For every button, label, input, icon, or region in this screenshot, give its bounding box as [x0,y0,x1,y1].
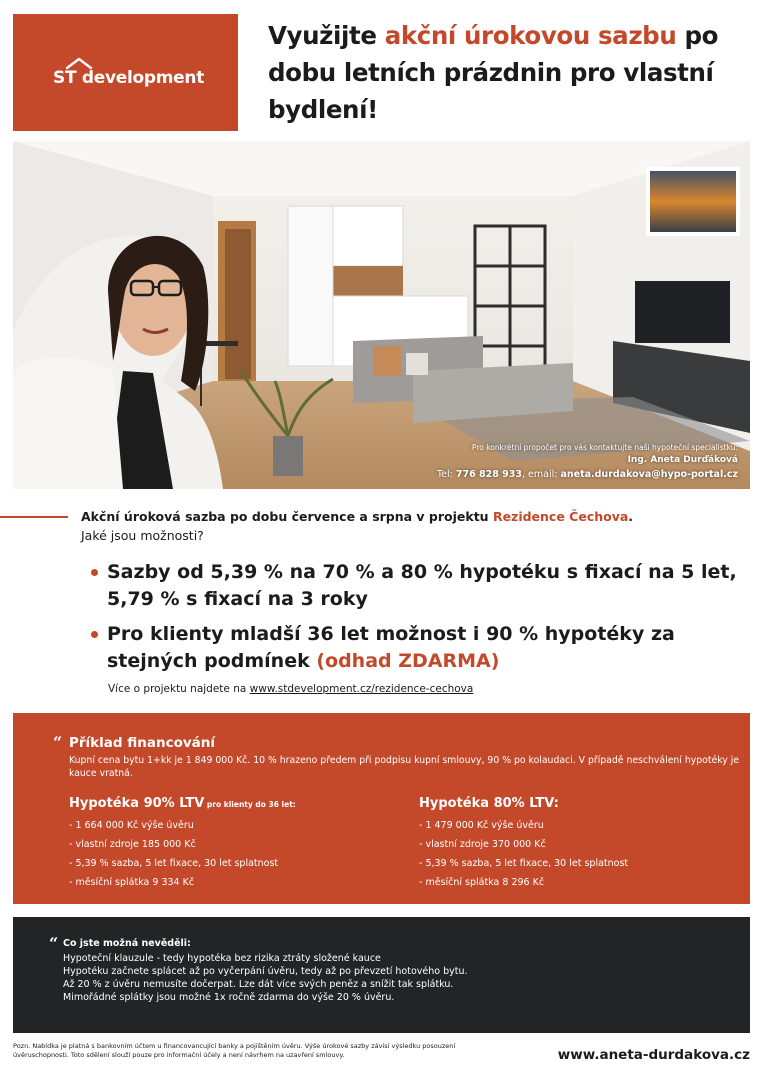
list-item: - měsíční splátka 9 334 Kč [69,877,195,888]
project-name: Rezidence Čechova [492,509,629,524]
ltv90-heading: Hypotéka 90% LTV pro klienty do 36 let: [69,796,296,811]
intro-divider [0,516,68,518]
contact-name: Ing. Aneta Durďáková [627,455,738,465]
contact-details: Tel: 776 828 933, email: aneta.durdakova@hypo-portal.cz [436,469,738,480]
list-item: Mimořádné splátky jsou možné 1x ročně zdarma do výše 20 % úvěru. [63,992,395,1003]
list-item: - vlastní zdroje 185 000 Kč [69,839,196,850]
contact-email[interactable]: aneta.durdakova@hypo-portal.cz [560,469,738,480]
offer-item-rates: Sazby od 5,39 % na 70 % a 80 % hypotéku s fixací na 5 let, 5,79 % s fixací na 3 roky [91,559,751,613]
ltv80-column [419,796,749,892]
financing-title: Příklad financování [69,735,216,751]
list-item: Hypotéku začnete splácet až po vyčerpání úvěru, tedy až po převzetí hotového bytu. [63,966,468,977]
financing-example [13,713,750,904]
ltv90-column [69,796,399,892]
quote-icon: “ [49,934,59,953]
disclaimer-note: Pozn. Nabídka je platná s bankovním účtem u financovancující banky a pojištěním úvěru. Výše úrokové sazby závisí výsledku posouzení úvěruschopnosti. Toto sdělení slouží pouze pro informační účely a není návrhem na uzavření smlouvy. [13,1042,456,1059]
quote-icon: “ [53,733,63,752]
list-item: - vlastní zdroje 370 000 Kč [419,839,546,850]
did-you-know-list [63,952,743,1004]
contact-intro: Pro konkrétní propočet pro vás kontaktujte naši hypoteční specialistku: [471,443,738,452]
hero-photo [13,141,750,489]
headline: Využijte akční úrokovou sazbu po dobu letních prázdnin pro vlastní bydlení! [268,21,719,124]
did-you-know-title: Co jste možná nevěděli: [63,938,191,949]
list-item: - 5,39 % sazba, 5 let fixace, 30 let splatnost [419,858,629,869]
contact-phone[interactable]: 776 828 933 [455,469,522,480]
ltv80-heading: Hypotéka 80% LTV: [419,796,559,811]
intro-question: Jaké jsou možnosti? [81,528,204,543]
list-item: - měsíční splátka 8 296 Kč [419,877,545,888]
offer-item-young-clients: Pro klienty mladší 36 let možnost i 90 % hypotéky za stejných podmínek (odhad ZDARMA) [91,621,751,675]
intro-text: Akční úroková sazba po dobu července a srpna v projektu Rezidence Čechova. Jaké jsou možnosti? [81,507,741,545]
free-valuation: (odhad ZDARMA) [316,650,500,672]
list-item: Až 20 % z úvěru nemusíte dočerpat. Lze dát více svých peněz a snížit tak splátku. [63,979,454,990]
list-item: - 1 479 000 Kč výše úvěru [419,820,544,831]
headline-accent: akční úrokovou sazbu [384,21,677,50]
list-item: Hypoteční klauzule - tedy hypotéka bez rizika ztráty složené kauce [63,953,381,964]
list-item: - 1 664 000 Kč výše úvěru [69,820,194,831]
project-link[interactable]: www.stdevelopment.cz/rezidence-cechova [249,683,474,695]
did-you-know-box [13,917,750,1033]
brand-name: ST development [53,68,205,88]
logo-block [13,14,238,131]
contact-info [437,443,738,481]
list-item: - 5,39 % sazba, 5 let fixace, 30 let splatnost [69,858,279,869]
living-room-illustration [13,141,750,489]
website-link[interactable]: www.aneta-durdakova.cz [557,1047,750,1063]
financing-description: Kupní cena bytu 1+kk je 1 849 000 Kč. 10 % hrazeno předem při podpisu kupní smlouvy, 90 % po kolaudaci. V případě neschválení hypotéky je kauce vratná. [69,755,740,779]
offer-list [91,559,751,683]
project-link-line: Více o projektu najdete na www.stdevelopment.cz/rezidence-cechova [108,683,474,695]
